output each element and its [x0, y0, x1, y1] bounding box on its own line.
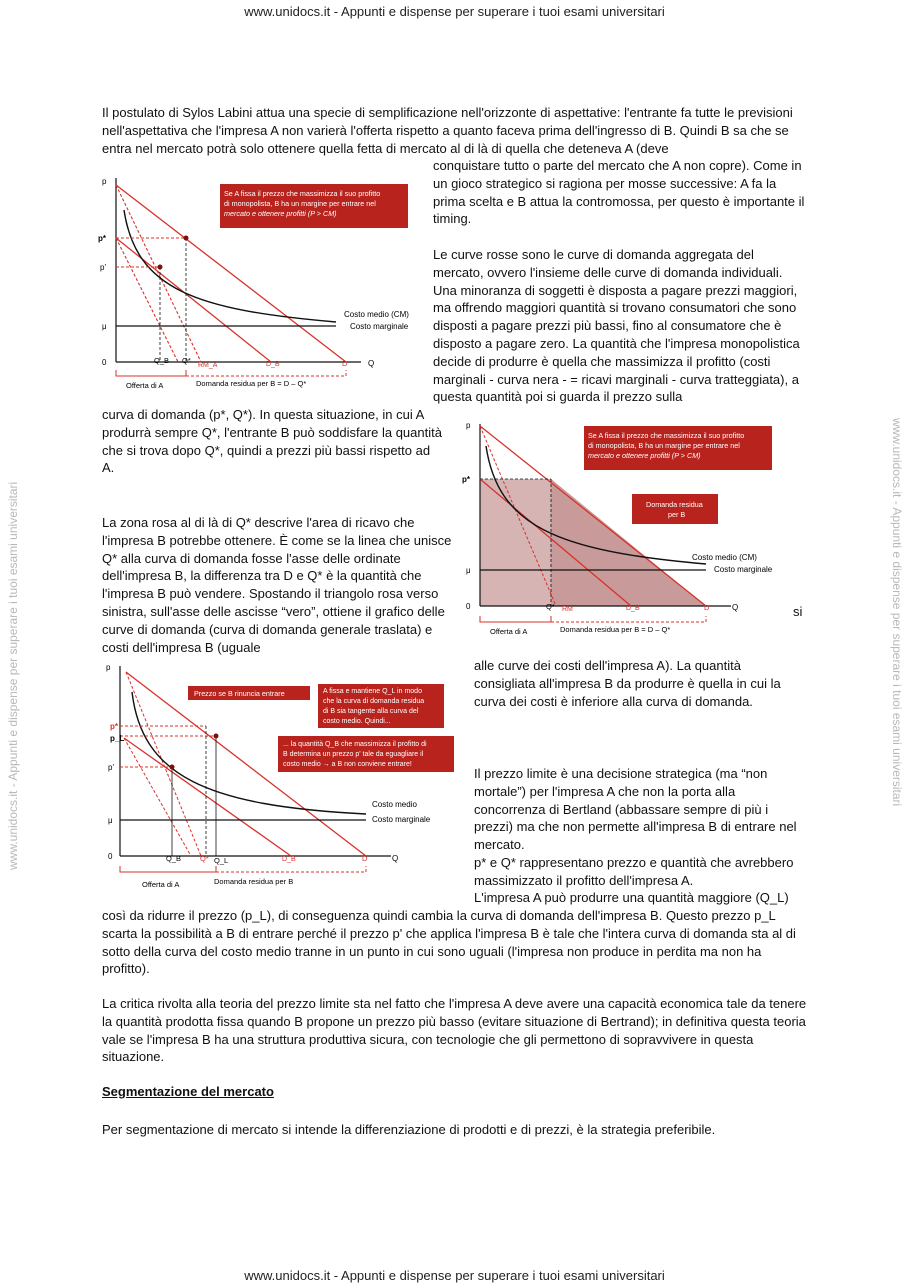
figure-sylos-labini-2 — [456, 416, 786, 642]
bracket-offerta — [480, 616, 551, 622]
label-d: D — [362, 854, 368, 863]
bracket-offerta — [120, 866, 216, 872]
label-q: Q — [392, 854, 399, 863]
label-db: D_B — [266, 361, 280, 368]
side-watermark-right: www.unidocs.it - Appunti e dispense per superare i tuoi esami universitari — [890, 418, 904, 807]
box-a-fissa-line-2: che la curva di domanda residua — [323, 698, 425, 705]
label-p: p — [102, 177, 107, 186]
label-rma: RM_A — [198, 362, 218, 369]
label-q: Q — [368, 359, 375, 368]
side-watermark-left: www.unidocs.it - Appunti e dispense per superare i tuoi esami universitari — [6, 481, 20, 870]
point-limit — [214, 734, 219, 739]
paragraph-riduzione-prezzo: così da ridurre il prezzo (p_L), di conseguenza quindi cambia la curva di domanda dell'impresa B. Questo prezzo p_L scarta la possibilità a B di entrare perché il prezzo p' che applica l'impresa B è tale che l'intera curva di domanda sta al di sotto della curva del costo medio tranne in un punto in cui sono uguali (l'impresa non produce in perdita ma non ha profitto). — [102, 908, 796, 977]
label-db: D_B — [626, 605, 640, 612]
box-quantita-line-1: ... la quantità Q_B che massimizza il profitto di — [283, 741, 427, 748]
paragraph-segmentazione: Per segmentazione di mercato si intende la differenziazione di prodotti e di prezzi, è la strategia preferibile. — [102, 1122, 716, 1137]
annotation-line-1: Se A fissa il prezzo che massimizza il suo profitto — [588, 431, 745, 440]
demand-curve-db — [116, 238, 271, 362]
residual-box — [632, 494, 718, 524]
label-pl: p_L — [110, 734, 125, 743]
label-d: D — [704, 603, 710, 612]
bracket-residua — [551, 616, 706, 622]
label-pprime: p' — [100, 263, 106, 272]
label-qb: Q_B — [154, 356, 170, 365]
marginal-revenue-a — [116, 185, 201, 362]
label-q: Q — [732, 603, 739, 612]
label-zero: 0 — [466, 602, 471, 611]
label-cm2: Costo marginale — [372, 815, 431, 824]
marginal-revenue-b — [116, 238, 178, 362]
annotation-line-3: mercato e ottenere profitti (P > CM) — [588, 451, 701, 460]
label-db: D_B — [282, 856, 296, 863]
point-tangent — [170, 765, 175, 770]
label-pstar: p* — [110, 722, 118, 731]
label-residua: Domanda residua per B = D – Q* — [560, 625, 671, 634]
residual-line-1: Domanda residua — [646, 500, 703, 509]
paragraph-pstar-qstar: p* e Q* rappresentano prezzo e quantità che avrebbero massimizzato il profitto dell'impresa A. — [474, 855, 794, 888]
paragraph-si: si — [793, 604, 803, 619]
label-mu: μ — [108, 816, 113, 825]
residual-line-2: per B — [668, 510, 686, 519]
box-prezzo-rinuncia-text: Prezzo se B rinuncia entrare — [194, 689, 285, 698]
label-qstar: Q* — [200, 854, 209, 863]
bracket-residua — [186, 370, 346, 376]
label-qstar: Q* — [182, 356, 191, 365]
box-a-fissa-line-4: costo medio. Quindi... — [323, 718, 391, 725]
annotation-line-2: di monopolista, B ha un margine per entrare nel — [224, 199, 376, 208]
point-monopoly — [184, 236, 189, 241]
label-zero: 0 — [102, 358, 107, 367]
paragraph-curve-rosse: Le curve rosse sono le curve di domanda aggregata del mercato, ovvero l'insieme delle curve di domanda individuali. Una minoranza di soggetti è disposta a pagare prezzi maggiori, ma offrendo maggiori quantità si trovano consumatori che sono disposti a pagare prezzi più bassi, fino al consumatore che è disposto a pagare zero. La quantità che l'impresa monopolistica decide di produrre è quella che massimizza il profitto (costi marginali - curva nera - = ricavi marginali - curva tratteggiata), a questa quantità poi si guarda il prezzo sulla — [433, 247, 800, 405]
label-ql: Q_L — [214, 856, 229, 865]
label-qstar: Q* — [546, 602, 555, 611]
label-residua: Domanda residua per B — [214, 877, 294, 886]
label-zero: 0 — [108, 852, 113, 861]
label-offerta: Offerta di A — [490, 627, 528, 636]
demand-curve-db — [124, 738, 291, 856]
label-qb: Q_B — [166, 854, 182, 863]
label-residua: Domanda residua per B = D – Q* — [196, 379, 307, 388]
label-offerta: Offerta di A — [142, 880, 180, 889]
bracket-residua — [216, 866, 366, 872]
label-p: p — [466, 421, 471, 430]
label-mu: μ — [102, 322, 107, 331]
label-cm1: Costo medio — [372, 800, 417, 809]
annotation-line-3: mercato e ottenere profitti (P > CM) — [224, 209, 337, 218]
box-quantita-line-2: B determina un prezzo p' tale da eguagliare il — [283, 751, 424, 758]
box-a-fissa-line-3: di B sia tangente alla curva del — [323, 708, 419, 715]
figure-prezzo-limite — [96, 656, 456, 892]
paragraph-sylos-labini: Il postulato di Sylos Labini attua una specie di semplificazione nell'orizzonte di aspettative: l'entrante fa tutte le previsioni nell'aspettativa che l'impresa A non varierà l'offerta rispetto a quanto faceva prima dell'ingresso di B. Quindi B sa che se entra nel mercato potrà solo ottenere quella fetta di mercato al di là di quella che deteneva A (deve — [102, 105, 793, 156]
paragraph-curve-costi: alle curve dei costi dell'impresa A). La quantità consigliata all'impresa B da produrre è quella in cui la curva dei costi è inferiore alla curva di domanda. — [474, 658, 781, 709]
box-a-fissa-line-1: A fissa e mantiene Q_L in modo — [323, 688, 422, 695]
section-heading: Segmentazione del mercato — [102, 1084, 274, 1099]
label-cm2: Costo marginale — [714, 565, 773, 574]
page-header: www.unidocs.it - Appunti e dispense per superare i tuoi esami universitari — [244, 4, 665, 19]
label-cm1: Costo medio (CM) — [344, 310, 409, 319]
label-cm2: Costo marginale — [350, 322, 409, 331]
label-cm1: Costo medio (CM) — [692, 553, 757, 562]
label-mu: μ — [466, 566, 471, 575]
box-quantita-line-3: costo medio → a B non conviene entrare! — [283, 761, 412, 768]
paragraph-critica: La critica rivolta alla teoria del prezzo limite sta nel fatto che l'impresa A deve avere una capacità economica tale da tenere la quantità prodotta fissa quando B propone un prezzo più basso (evitare situazione di Bertrand); in definitiva questa teoria vale se l'impresa B ha una struttura produttiva sicura, con tecnologie che gli permettono di sopravvivere in questa situazione. — [102, 996, 807, 1065]
paragraph-zona-rosa: La zona rosa al di là di Q* descrive l'area di ricavo che l'impresa B potrebbe ottenere. È come se la linea che unisce Q* alla curva di domanda fosse l'asse delle ordinate dell'impresa B, la differenza tra D e Q* è la quantità che l'impresa B può vendere. Spostando il triangolo rosa verso sinistra, sull'asse delle ascisse “vero”, ottiene il grafico delle curve di domanda (curva di domanda generale traslata) e costi dell'impresa B (uguale — [102, 515, 452, 655]
label-d: D — [342, 359, 348, 368]
point-entrant — [158, 265, 163, 270]
label-pprime: p' — [108, 763, 114, 772]
annotation-line-1: Se A fissa il prezzo che massimizza il suo profitto — [224, 189, 381, 198]
bracket-offerta — [116, 370, 186, 376]
label-pstar: p* — [98, 234, 106, 243]
label-p: p — [106, 663, 111, 672]
label-rm: RM — [562, 606, 573, 613]
annotation-line-2: di monopolista, B ha un margine per entrare nel — [588, 441, 740, 450]
label-offerta: Offerta di A — [126, 381, 164, 390]
paragraph-prezzo-limite: Il prezzo limite è una decisione strategica (ma “non mortale”) per l'impresa A che non la porta alla concorrenza di Bertland (abbassare sempre di più i prezzi) ma che non permette all'impresa B di entrare nel mercato. — [474, 766, 797, 853]
paragraph-quantita-maggiore: L'impresa A può produrre una quantità maggiore (Q_L) — [474, 890, 789, 905]
paragraph-timing: conquistare tutto o parte del mercato che A non copre). Come in un gioco strategico si ragiona per mosse successive: A fa la prima scelta e B attua la contromossa, per questo è importante il timing. — [433, 158, 805, 227]
paragraph-curva-domanda: curva di domanda (p*, Q*). In questa situazione, in cui A produrrà sempre Q*, l'entrante B può soddisfare la quantità che si trova dopo Q*, quindi a prezzi più bassi rispetto ad A. — [102, 407, 442, 476]
label-pstar: p* — [462, 475, 470, 484]
page-footer: www.unidocs.it - Appunti e dispense per superare i tuoi esami universitari — [244, 1268, 665, 1283]
figure-sylos-labini-1 — [96, 170, 430, 394]
